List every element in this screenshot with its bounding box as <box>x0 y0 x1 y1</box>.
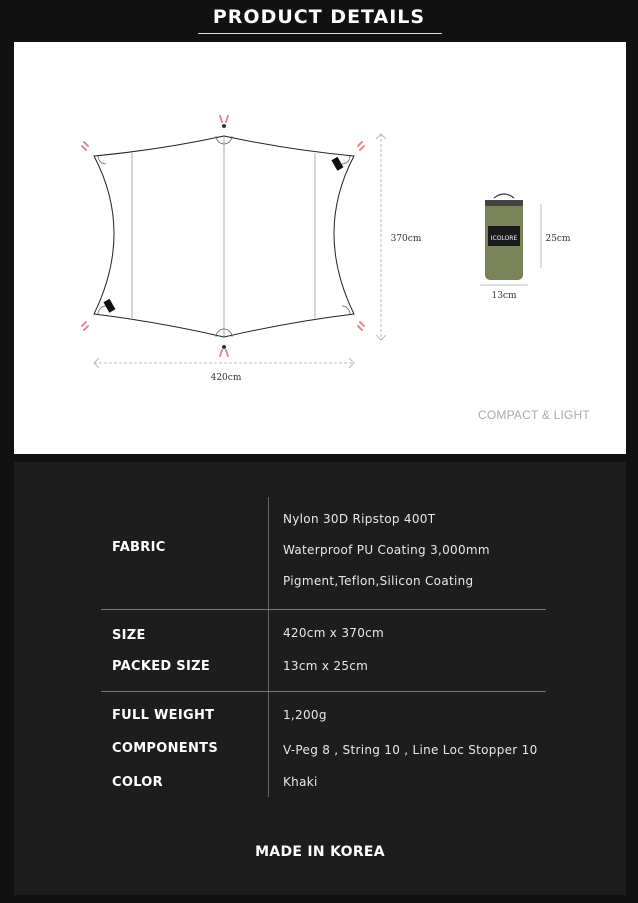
tarp-tag <box>331 157 343 171</box>
fabric-label: FABRIC <box>112 540 166 555</box>
corner-arc <box>342 156 350 164</box>
row-divider <box>101 609 546 610</box>
corner-arc <box>342 306 350 314</box>
tagline: COMPACT & LIGHT <box>478 408 590 422</box>
packed-bag <box>485 194 523 280</box>
fabric-line-3: Pigment,Teflon,Silicon Coating <box>283 574 474 588</box>
pack-width-label: 13cm <box>491 291 517 301</box>
pack-height-label: 25cm <box>545 234 571 244</box>
corner-arc <box>98 156 106 164</box>
column-divider <box>268 497 269 797</box>
peg-markers <box>82 116 364 356</box>
title-underline <box>198 33 442 34</box>
page-title: PRODUCT DETAILS <box>212 6 426 28</box>
components-label: COMPONENTS <box>112 741 218 756</box>
size-label: SIZE <box>112 628 146 643</box>
color-value: Khaki <box>283 775 318 789</box>
tarp-diagram <box>14 42 626 454</box>
specs-panel <box>14 462 626 895</box>
bag-logo: ICOLORE <box>490 235 518 242</box>
full-weight-label: FULL WEIGHT <box>112 708 215 723</box>
height-dimension <box>376 134 386 340</box>
packed-size-label: PACKED SIZE <box>112 659 211 674</box>
color-label: COLOR <box>112 775 163 790</box>
full-weight-value: 1,200g <box>283 708 327 722</box>
corner-arc <box>98 306 106 314</box>
made-in-label: MADE IN KOREA <box>255 844 385 860</box>
height-label: 370cm <box>390 234 422 244</box>
packed-size-value: 13cm x 25cm <box>283 659 369 673</box>
width-dimension <box>94 358 354 368</box>
fabric-line-2: Waterproof PU Coating 3,000mm <box>283 543 490 557</box>
diagram-panel <box>14 42 626 454</box>
row-divider <box>101 691 546 692</box>
components-value: V-Peg 8 , String 10 , Line Loc Stopper 10 <box>283 743 538 757</box>
width-label: 420cm <box>210 373 242 383</box>
size-value: 420cm x 370cm <box>283 626 385 640</box>
fabric-line-1: Nylon 30D Ripstop 400T <box>283 512 436 526</box>
